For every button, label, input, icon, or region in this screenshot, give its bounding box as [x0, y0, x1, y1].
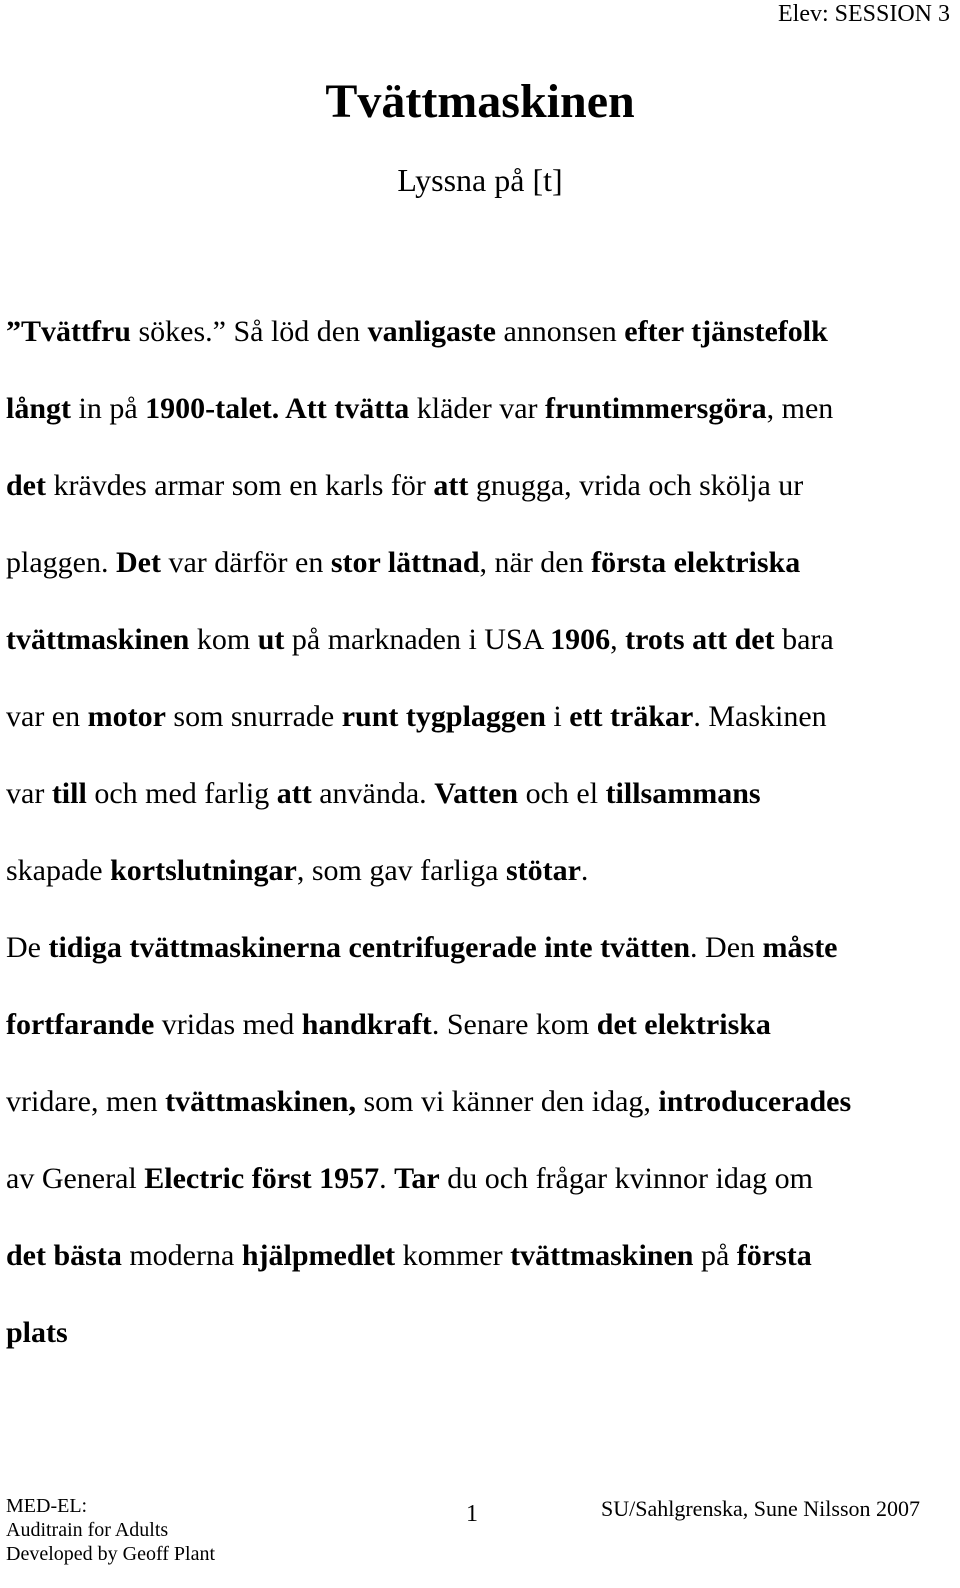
text-segment: du och frågar kvinnor idag om — [439, 1162, 813, 1195]
page-title: Tvättmaskinen — [325, 75, 635, 128]
text-segment: . — [580, 854, 589, 887]
text-line — [6, 1313, 956, 1390]
bold-word: till — [51, 777, 87, 810]
text-segment: . — [379, 1162, 395, 1195]
text-segment: De — [6, 931, 49, 964]
bold-word: stötar — [505, 854, 581, 887]
bold-word: det elektriska — [596, 1008, 771, 1041]
text-line — [6, 1082, 956, 1159]
text-segment: vridas med — [154, 1008, 302, 1041]
text-segment: kläder var — [409, 392, 546, 425]
bold-word: Electric först 1957 — [144, 1162, 380, 1195]
bold-word: att — [276, 777, 312, 810]
text-segment: . Den — [690, 931, 763, 964]
text-segment: var en — [6, 700, 88, 733]
text-segment: , som gav farliga — [296, 854, 506, 887]
text-segment: plaggen. — [6, 546, 116, 579]
bold-word: motor — [87, 700, 166, 733]
text-segment: som vi känner den idag, — [355, 1085, 659, 1118]
bold-word: måste — [762, 931, 838, 964]
text-segment: i — [545, 700, 570, 733]
text-segment: var — [6, 777, 52, 810]
bold-word: tvättmaskinen, — [165, 1085, 356, 1118]
text-segment: bara — [774, 623, 834, 656]
bold-word: tidiga tvättmaskinerna centrifugerade inte tvätten — [48, 931, 691, 964]
text-line — [6, 774, 956, 851]
text-segment: på — [693, 1239, 737, 1272]
bold-word: Det — [115, 546, 161, 579]
text-segment: och el — [518, 777, 606, 810]
bold-word: Vatten — [434, 777, 519, 810]
bold-word: ”Tvättfru — [6, 315, 131, 348]
text-segment: . Maskinen — [693, 700, 827, 733]
bold-word: ett träkar — [569, 700, 694, 733]
bold-word: fruntimmersgöra — [545, 392, 767, 425]
footer-left-line: Auditrain for Adults — [6, 1519, 169, 1541]
body-text — [6, 312, 956, 1390]
text-line — [6, 543, 956, 620]
text-segment: var därför en — [160, 546, 331, 579]
bold-word: stor lättnad — [330, 546, 480, 579]
page-number: 1 — [466, 1501, 478, 1527]
text-segment: gnugga, vrida och skölja ur — [468, 469, 804, 502]
text-segment: kom — [189, 623, 258, 656]
footer-left-line: Developed by Geoff Plant — [6, 1543, 216, 1565]
footer-left-line: MED-EL: — [6, 1495, 88, 1517]
text-line — [6, 1159, 956, 1236]
bold-word: första — [736, 1239, 812, 1272]
text-segment: annonsen — [495, 315, 625, 348]
bold-word: vanligaste — [367, 315, 496, 348]
text-segment: moderna — [121, 1239, 242, 1272]
text-segment: . Senare kom — [431, 1008, 597, 1041]
session-label: Elev: SESSION 3 — [777, 1, 950, 27]
text-segment: som snurrade — [165, 700, 342, 733]
text-segment: , men — [766, 392, 834, 425]
bold-word: tillsammans — [605, 777, 761, 810]
text-line — [6, 389, 956, 466]
bold-word: introducerades — [658, 1085, 852, 1118]
bold-word: första elektriska — [591, 546, 801, 579]
text-line — [6, 851, 956, 928]
text-segment: kommer — [395, 1239, 511, 1272]
bold-word: tvättmaskinen — [510, 1239, 694, 1272]
bold-word: långt — [6, 392, 72, 425]
bold-word: det bästa — [6, 1239, 122, 1272]
bold-word: trots att det — [625, 623, 775, 656]
bold-word: det — [6, 469, 46, 502]
text-line — [6, 620, 956, 697]
bold-word: runt tygplaggen — [341, 700, 546, 733]
bold-word: tvättmaskinen — [6, 623, 190, 656]
text-line — [6, 466, 956, 543]
text-segment: vridare, men — [6, 1085, 166, 1118]
page-subtitle: Lyssna på [t] — [397, 162, 563, 198]
bold-word: fortfarande — [6, 1008, 155, 1041]
bold-word: 1906 — [550, 623, 611, 656]
text-line — [6, 928, 956, 1005]
text-line — [6, 1236, 956, 1313]
bold-word: ut — [257, 623, 285, 656]
bold-word: handkraft — [301, 1008, 432, 1041]
bold-word: 1900-talet. Att tvätta — [145, 392, 410, 425]
text-segment: skapade — [6, 854, 111, 887]
text-segment: på marknaden i USA — [284, 623, 551, 656]
text-segment: av General — [6, 1162, 145, 1195]
text-line — [6, 697, 956, 774]
text-line — [6, 1005, 956, 1082]
text-segment: använda. — [311, 777, 435, 810]
bold-word: att — [433, 469, 469, 502]
text-segment: sökes.” Så löd den — [130, 315, 368, 348]
bold-word: Tar — [394, 1162, 440, 1195]
text-segment: och med farlig — [86, 777, 277, 810]
text-segment: , när den — [479, 546, 592, 579]
footer-right: SU/Sahlgrenska, Sune Nilsson 2007 — [601, 1496, 920, 1521]
text-segment: krävdes armar som en karls för — [46, 469, 434, 502]
bold-word: efter tjänstefolk — [624, 315, 828, 348]
text-line — [6, 312, 956, 389]
footer-left — [6, 1494, 215, 1566]
bold-word: kortslutningar — [110, 854, 297, 887]
bold-word: hjälpmedlet — [241, 1239, 396, 1272]
text-segment: , — [610, 623, 626, 656]
text-segment: in på — [71, 392, 146, 425]
bold-word: plats — [6, 1316, 68, 1349]
